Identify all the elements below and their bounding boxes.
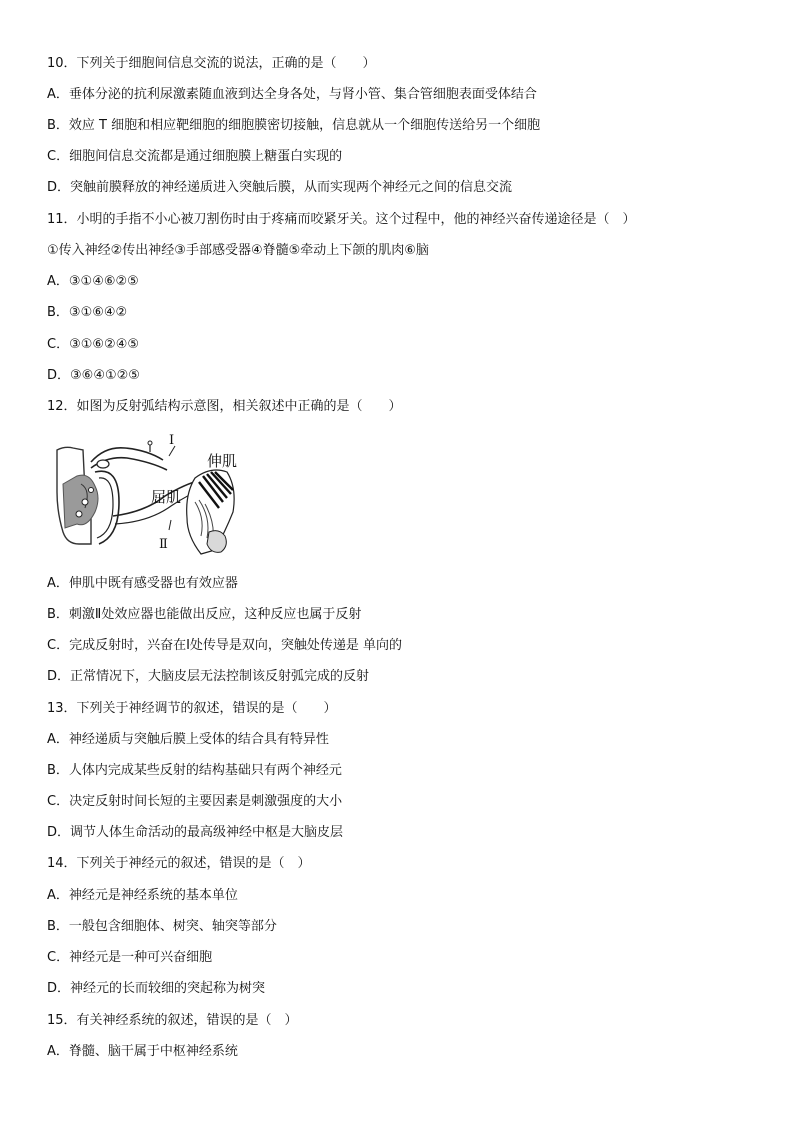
- label-extensor: 伸肌: [207, 452, 238, 470]
- q10-option-b: B．效应 T 细胞和相应靶细胞的细胞膜密切接触，信息就从一个细胞传送给另一个细胞: [47, 118, 541, 133]
- q13-option-b: B．人体内完成某些反射的结构基础只有两个神经元: [47, 763, 342, 778]
- q14-option-d: D．神经元的长而较细的突起称为树突: [47, 981, 266, 996]
- q11-option-d: D．③⑥④①②⑤: [47, 368, 140, 383]
- q11-option-c: C．③①⑥②④⑤: [47, 337, 140, 352]
- interneuron-body: [82, 499, 88, 505]
- q11-stem: 11．小明的手指不小心被刀割伤时由于疼痛而咬紧牙关。这个过程中，他的神经兴奋传递途径是（ ）: [47, 212, 636, 227]
- knee-joint: [207, 531, 226, 553]
- q15-option-a: A．脊髓、脑干属于中枢神经系统: [47, 1044, 238, 1059]
- synapse-point: [89, 488, 94, 493]
- pointer-ii: [169, 520, 171, 530]
- q13-option-c: C．决定反射时间长短的主要因素是刺激强度的大小: [47, 794, 343, 809]
- receptor-end: [148, 441, 152, 445]
- q12-option-b: B．刺激Ⅱ处效应器也能做出反应，这种反应也属于反射: [47, 607, 362, 622]
- q10-stem: 10．下列关于细胞间信息交流的说法，正确的是（ ）: [47, 56, 376, 71]
- q10-option-d: D．突触前膜释放的神经递质进入突触后膜，从而实现两个神经元之间的信息交流: [47, 180, 513, 195]
- motor-neuron-body: [76, 511, 82, 517]
- q11-option-b: B．③①⑥④②: [47, 305, 128, 320]
- q10-option-a: A．垂体分泌的抗利尿激素随血液到达全身各处，与肾小管、集合管细胞表面受体结合: [47, 87, 537, 102]
- q12-option-c: C．完成反射时，兴奋在Ⅰ处传导是双向，突触处传递是 单向的: [47, 638, 403, 653]
- q11-items: ①传入神经②传出神经③手部感受器④脊髓⑤牵动上下颌的肌肉⑥脑: [47, 243, 429, 258]
- label-i: Ⅰ: [169, 433, 175, 448]
- nerve-trunk-inner: [97, 478, 113, 538]
- q13-option-a: A．神经递质与突触后膜上受体的结合具有特异性: [47, 732, 329, 747]
- q15-stem: 15．有关神经系统的叙述，错误的是（ ）: [47, 1013, 298, 1028]
- q14-option-a: A．神经元是神经系统的基本单位: [47, 888, 238, 903]
- q14-stem: 14．下列关于神经元的叙述，错误的是（ ）: [47, 856, 311, 871]
- q10-option-c: C．细胞间信息交流都是通过细胞膜上糖蛋白实现的: [47, 149, 343, 164]
- nerve-trunk-outer: [95, 471, 119, 544]
- q12-option-d: D．正常情况下，大脑皮层无法控制该反射弧完成的反射: [47, 669, 370, 684]
- q11-option-a: A．③①④⑥②⑤: [47, 274, 139, 289]
- q12-option-a: A．伸肌中既有感受器也有效应器: [47, 576, 238, 591]
- q14-option-c: C．神经元是一种可兴奋细胞: [47, 950, 213, 965]
- q13-option-d: D．调节人体生命活动的最高级神经中枢是大脑皮层: [47, 825, 344, 840]
- grey-matter: [63, 475, 98, 528]
- dorsal-root-ganglion: [97, 460, 109, 468]
- q12-stem: 12．如图为反射弧结构示意图，相关叙述中正确的是（ ）: [47, 399, 402, 414]
- reflex-arc-figure: [55, 432, 255, 557]
- q14-option-b: B．一般包含细胞体、树突、轴突等部分: [47, 919, 277, 934]
- q13-stem: 13．下列关于神经调节的叙述，错误的是（ ）: [47, 701, 337, 716]
- label-flexor: 屈肌: [151, 488, 182, 506]
- label-ii: Ⅱ: [159, 537, 168, 552]
